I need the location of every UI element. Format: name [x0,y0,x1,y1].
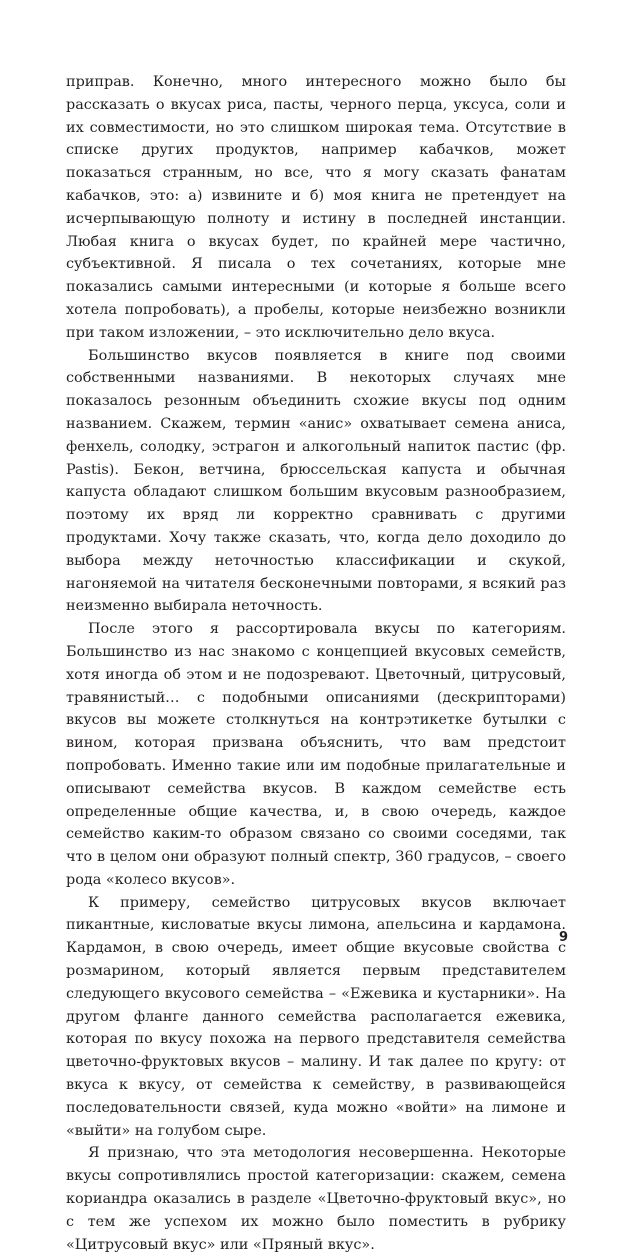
paragraph-3: После этого я рассортировала вкусы по категориям. Большинство из нас знакомо с концепцией вкусовых семейств, хотя иногда об этом и не подозревают. Цветочный, цитрусовый, травянистый… с подобными описаниями (дескрипторами) вкусов вы можете столкнуться на контрэтикетке бутылки с вином, которая призвана объяснить, что вам предстоит попробовать. Именно такие или им подобные прилагательные и описывают семейства вкусов. В каждом семействе есть определенные общие качества, и, в свою очередь, каждое семейство каким-то образом связано со своими соседями, так что в целом они образуют полный спектр, 360 градусов, – своего рода «колесо вкусов». [66,621,566,888]
paragraph-1: приправ. Конечно, много интересного можно было бы рассказать о вкусах риса, пасты, черного перца, уксуса, соли и их совместимости, но это слишком широкая тема. Отсутствие в списке других продуктов, например кабачков, может показаться странным, но все, что я могу сказать фанатам кабачков, это: а) извините и б) моя книга не претендует на исчерпывающую полноту и истину в последней инстанции. Любая книга о вкусах будет, по крайней мере частично, субъективной. Я писала о тех сочетаниях, которые мне показались самыми интересными (и которые я больше всего хотела попробовать), а пробелы, которые неизбежно возникли при таком изложении, – это исключительно дело вкуса. [66,74,566,341]
paragraph-2: Большинство вкусов появляется в книге под своими собственными названиями. В некоторых случаях мне показалось резонным объединить схожие вкусы под одним названием. Скажем, термин «анис» охватывает семена аниса, фенхель, солодку, эстрагон и алкогольный напиток пастис (фр. Pastis). Бекон, ветчина, брюссельская капуста и обычная капуста обладают слишком большим вкусовым разнообразием, поэтому их вряд ли корректно сравнивать с другими продуктами. Хочу также сказать, что, когда дело доходило до выбора между неточностью классификации и скукой, нагоняемой на читателя бесконечными повторами, я всякий раз неизменно выбирала неточность. [66,347,566,615]
body-text [66,71,566,1256]
page-number: 9 [558,930,568,945]
paragraph-4: К примеру, семейство цитрусовых вкусов включает пикантные, кисловатые вкусы лимона, апельсина и кардамона. Кардамон, в свою очередь, имеет общие вкусовые свойства с розмарином, который является первым представителем следующего вкусового семейства – «Ежевика и кустарники». На другом фланге данного семейства располагается ежевика, которая по вкусу похожа на первого представителя семейства цветочно-фруктовых вкусов – малину. И так далее по кругу: от вкуса к вкусу, от семейства к семейству, в развивающейся последовательности связей, куда можно «войти» на лимоне и «выйти» на голубом сыре. [66,894,566,1139]
paragraph-5: Я признаю, что эта методология несовершенна. Некоторые вкусы сопротивлялись простой категоризации: скажем, семена кориандра оказались в разделе «Цветочно-фруктовый вкус», но с тем же успехом их можно было поместить в рубрику «Цитрусовый вкус» или «Пряный вкус». [66,1145,566,1253]
